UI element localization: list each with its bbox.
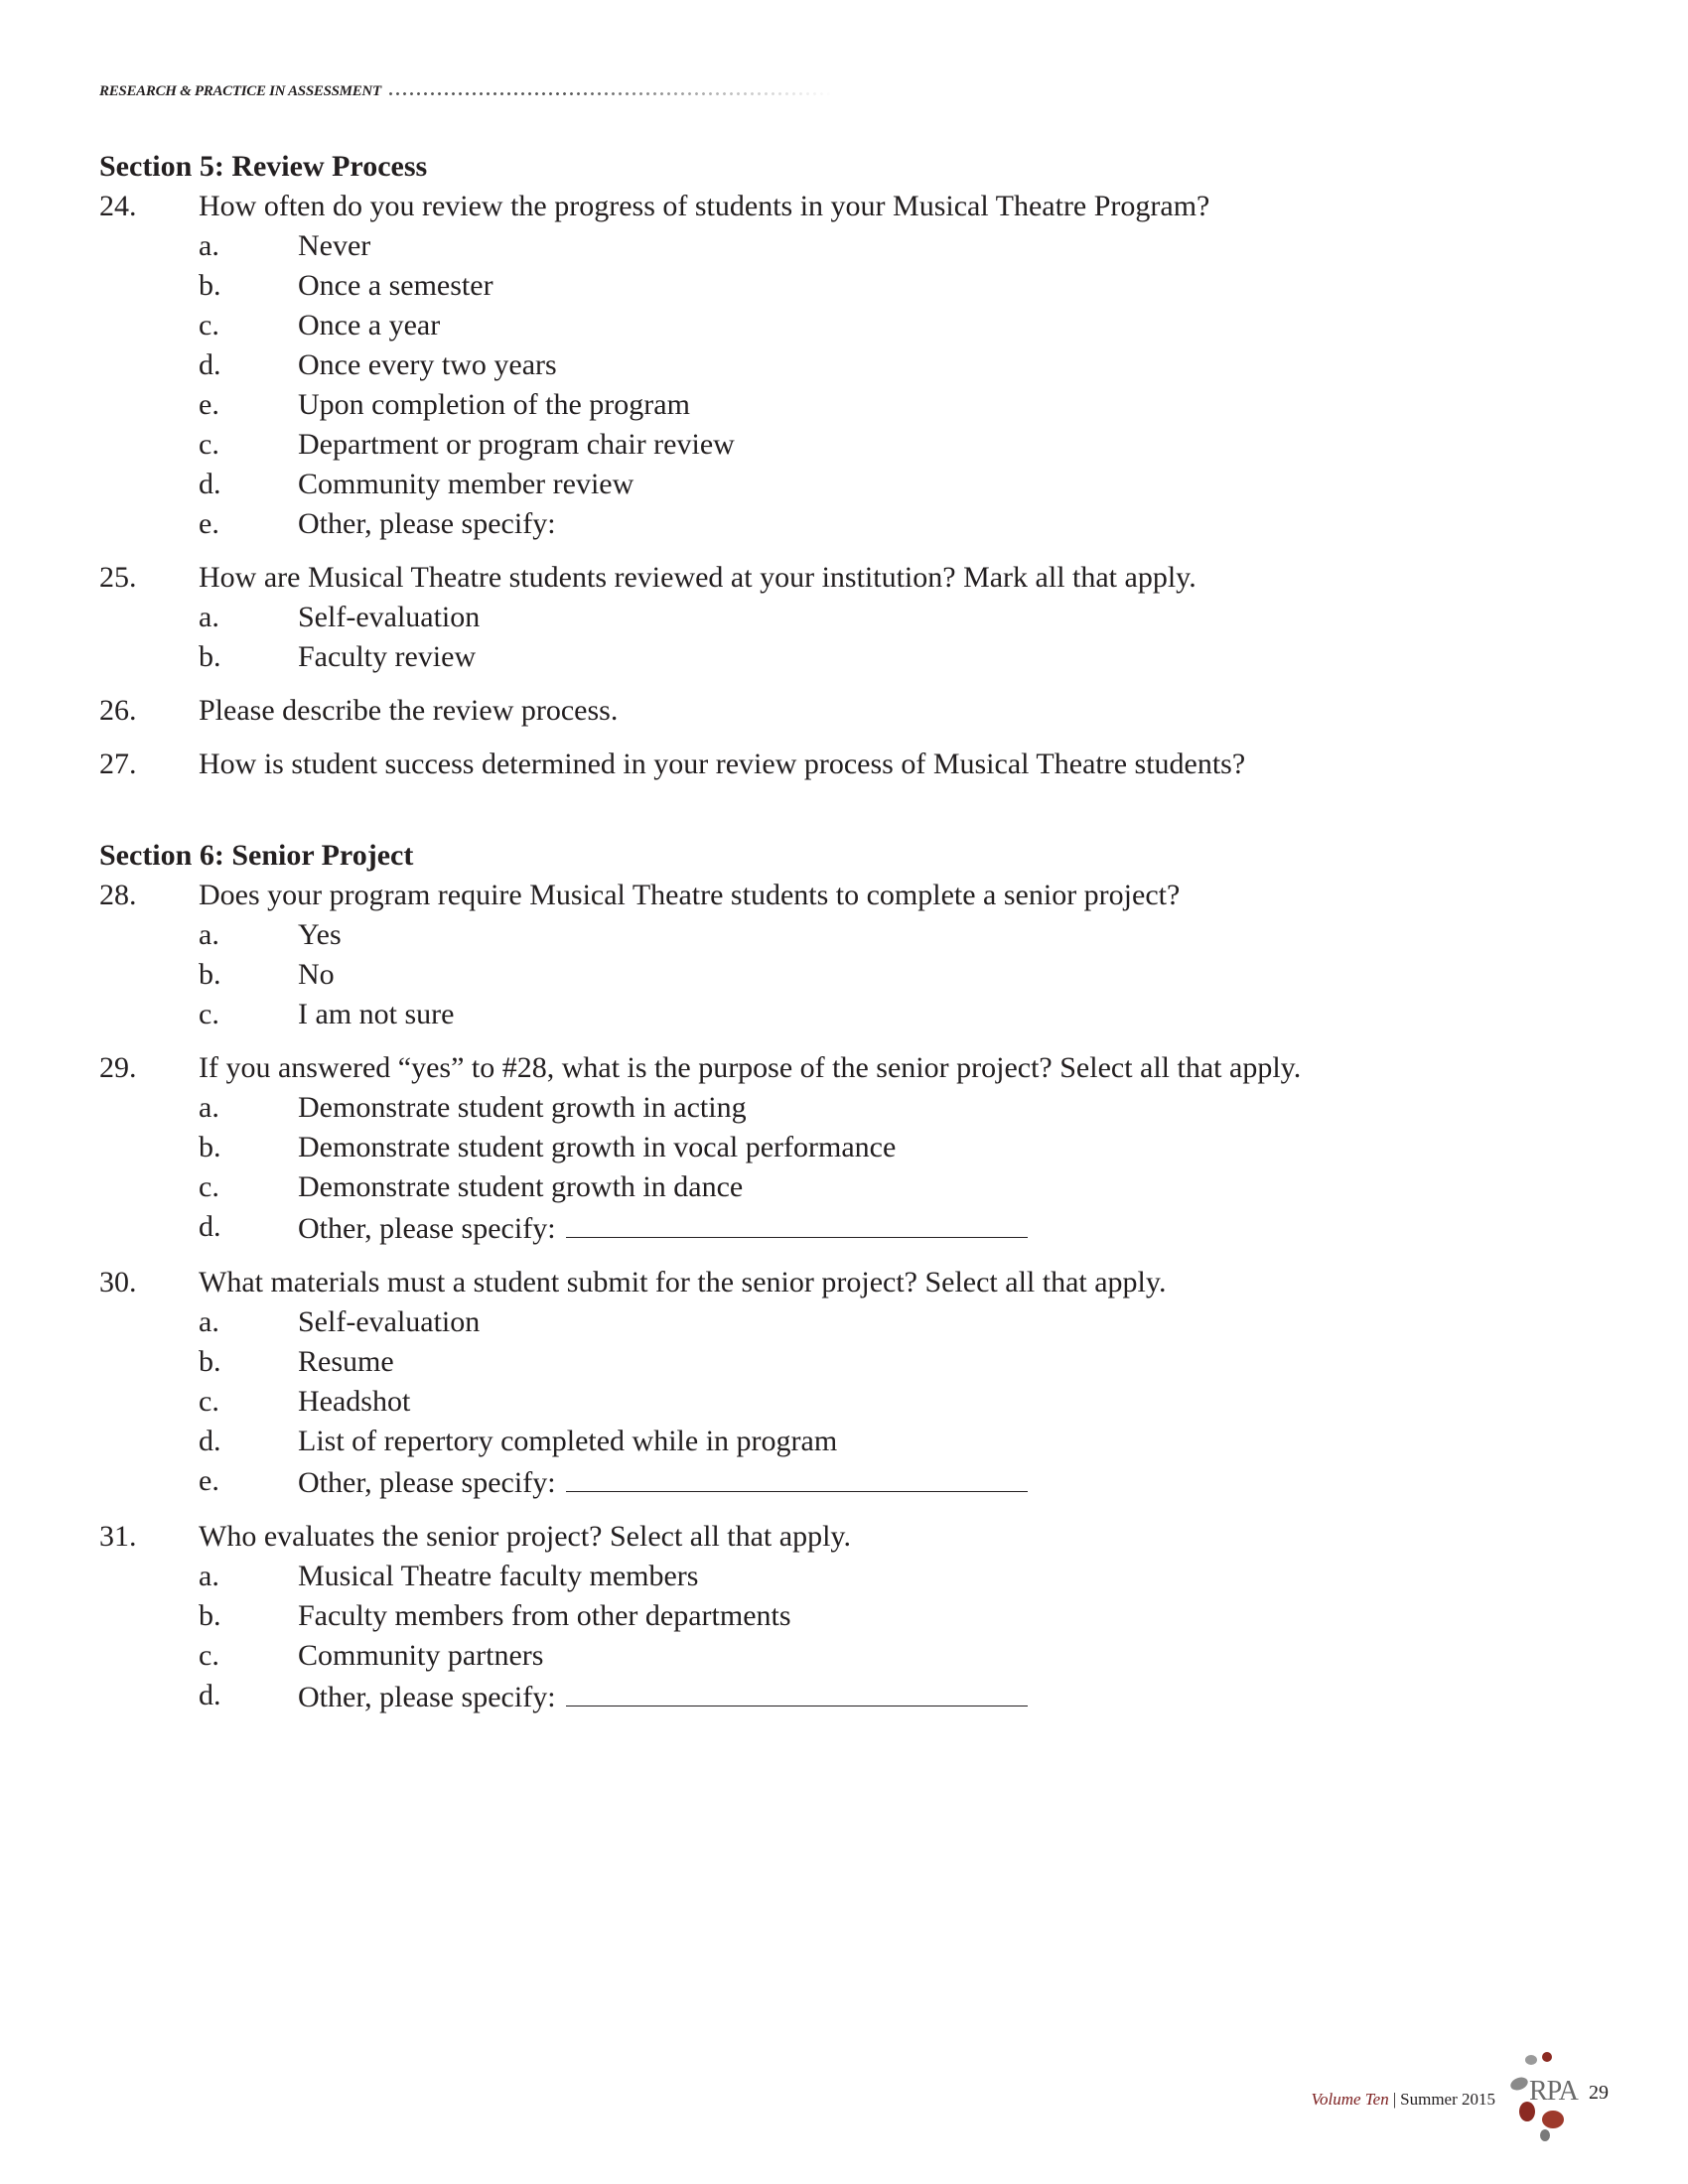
question-text: How is student success determined in your review process of Musical Theatre students? <box>199 748 1246 780</box>
option-letter: b. <box>199 269 221 302</box>
footer-separator: | <box>1392 2090 1397 2109</box>
option-letter: c. <box>199 998 219 1030</box>
question-number: 31. <box>99 1520 137 1553</box>
question-line <box>99 1263 1489 1302</box>
answer-option <box>99 226 1489 266</box>
option-letter: b. <box>199 958 221 991</box>
question-line <box>99 558 1489 598</box>
question-number: 29. <box>99 1051 137 1084</box>
question-line <box>99 691 1489 731</box>
option-letter: a. <box>199 918 219 951</box>
answer-option <box>99 1342 1489 1382</box>
option-label: Faculty review <box>298 640 477 673</box>
option-text <box>298 1596 791 1636</box>
option-label: Once a semester <box>298 269 493 302</box>
option-label: Musical Theatre faculty members <box>298 1560 699 1592</box>
running-header <box>99 79 834 103</box>
option-letter: a. <box>199 1305 219 1338</box>
option-label: Upon completion of the program <box>298 388 690 421</box>
option-label: Other, please specify: <box>298 1681 556 1713</box>
option-text <box>298 266 493 306</box>
section-spacer <box>99 798 1489 836</box>
option-letter: e. <box>199 507 219 540</box>
question-line <box>99 745 1489 784</box>
option-letter: d. <box>199 468 221 500</box>
option-text <box>298 1128 896 1167</box>
answer-option <box>99 1088 1489 1128</box>
option-label: Faculty members from other departments <box>298 1599 791 1632</box>
question-number: 27. <box>99 748 137 780</box>
option-label: Other, please specify: <box>298 1212 556 1245</box>
question <box>99 558 1489 677</box>
option-label: Other, please specify: <box>298 1466 556 1499</box>
question-text: How are Musical Theatre students reviewed at your institution? Mark all that apply. <box>199 561 1196 594</box>
answer-option <box>99 1422 1489 1461</box>
answer-option <box>99 1302 1489 1342</box>
option-label: Once every two years <box>298 348 557 381</box>
option-text <box>298 915 342 955</box>
option-text <box>298 1557 698 1596</box>
option-letter: d. <box>199 1679 221 1711</box>
answer-option <box>99 266 1489 306</box>
answer-option <box>99 1128 1489 1167</box>
footer-season: Summer 2015 <box>1400 2090 1495 2109</box>
option-text <box>298 306 440 345</box>
rpa-logo <box>1509 2050 1581 2149</box>
question-number: 24. <box>99 190 137 222</box>
answer-option <box>99 1461 1489 1503</box>
survey-content <box>99 147 1489 1731</box>
specify-blank-line[interactable] <box>566 1207 1028 1238</box>
option-label: Demonstrate student growth in vocal performance <box>298 1131 897 1163</box>
question-line <box>99 876 1489 915</box>
option-label: Demonstrate student growth in dance <box>298 1170 744 1203</box>
question-line <box>99 187 1489 226</box>
option-text <box>298 1636 543 1676</box>
question <box>99 1517 1489 1717</box>
page-footer <box>1311 2050 1609 2149</box>
option-label: Resume <box>298 1345 394 1378</box>
option-letter: e. <box>199 1464 219 1497</box>
option-text <box>298 1207 1028 1249</box>
section-title: Section 6: Senior Project <box>99 839 414 872</box>
question-number: 25. <box>99 561 137 594</box>
answer-option <box>99 1207 1489 1249</box>
question <box>99 187 1489 544</box>
option-text <box>298 465 633 504</box>
option-label: Self-evaluation <box>298 1305 481 1338</box>
option-letter: b. <box>199 640 221 673</box>
question-text: Does your program require Musical Theatre students to complete a senior project? <box>199 879 1181 911</box>
option-text <box>298 226 370 266</box>
question-text: How often do you review the progress of students in your Musical Theatre Program? <box>199 190 1210 222</box>
answer-option <box>99 598 1489 637</box>
question-line <box>99 1048 1489 1088</box>
question <box>99 1048 1489 1249</box>
option-text <box>298 1676 1028 1717</box>
answer-option <box>99 955 1489 995</box>
option-letter: c. <box>199 1385 219 1418</box>
answer-option <box>99 1596 1489 1636</box>
option-letter: c. <box>199 1170 219 1203</box>
answer-option <box>99 504 1489 544</box>
option-label: Self-evaluation <box>298 601 481 633</box>
option-letter: a. <box>199 1560 219 1592</box>
option-text <box>298 598 480 637</box>
section-title: Section 5: Review Process <box>99 150 428 183</box>
question-text: Who evaluates the senior project? Select all that apply. <box>199 1520 851 1553</box>
specify-blank-line[interactable] <box>566 1461 1028 1492</box>
question-number: 28. <box>99 879 137 911</box>
page-number: 29 <box>1589 2082 1609 2104</box>
answer-option <box>99 465 1489 504</box>
option-text <box>298 1167 743 1207</box>
option-text <box>298 504 556 544</box>
option-label: Never <box>298 229 371 262</box>
option-text <box>298 637 476 677</box>
question <box>99 876 1489 1034</box>
option-text <box>298 1382 410 1422</box>
question-line <box>99 1517 1489 1557</box>
question-number: 26. <box>99 694 137 727</box>
option-label: Yes <box>298 918 342 951</box>
option-text <box>298 345 557 385</box>
question <box>99 1263 1489 1503</box>
rpa-logo-text: RPA <box>1529 2076 1578 2107</box>
option-text <box>298 1088 747 1128</box>
option-label: Once a year <box>298 309 441 341</box>
option-letter: d. <box>199 1210 221 1243</box>
option-text <box>298 1342 394 1382</box>
option-label: Headshot <box>298 1385 411 1418</box>
option-text <box>298 1461 1028 1503</box>
option-letter: b. <box>199 1131 221 1163</box>
running-header-title: RESEARCH & PRACTICE IN ASSESSMENT <box>99 82 381 99</box>
option-text <box>298 385 690 425</box>
answer-option <box>99 1636 1489 1676</box>
option-label: Community partners <box>298 1639 544 1672</box>
question-text: What materials must a student submit for the senior project? Select all that apply. <box>199 1266 1167 1298</box>
option-text <box>298 1422 837 1461</box>
question-text: If you answered “yes” to #28, what is the purpose of the senior project? Select all that apply. <box>199 1051 1302 1084</box>
option-label: List of repertory completed while in program <box>298 1425 838 1457</box>
option-letter: e. <box>199 388 219 421</box>
option-letter: a. <box>199 601 219 633</box>
option-text <box>298 995 454 1034</box>
answer-option <box>99 1557 1489 1596</box>
option-label: Community member review <box>298 468 634 500</box>
specify-blank-line[interactable] <box>566 1676 1028 1706</box>
option-label: No <box>298 958 335 991</box>
option-label: Other, please specify: <box>298 507 556 540</box>
question-text: Please describe the review process. <box>199 694 619 727</box>
option-letter: c. <box>199 1639 219 1672</box>
answer-option <box>99 425 1489 465</box>
option-letter: b. <box>199 1599 221 1632</box>
answer-option <box>99 915 1489 955</box>
option-letter: c. <box>199 428 219 461</box>
option-letter: a. <box>199 1091 219 1124</box>
question <box>99 745 1489 784</box>
question-number: 30. <box>99 1266 137 1298</box>
answer-option <box>99 995 1489 1034</box>
option-letter: d. <box>199 1425 221 1457</box>
option-label: I am not sure <box>298 998 455 1030</box>
answer-option <box>99 1167 1489 1207</box>
answer-option <box>99 637 1489 677</box>
option-label: Department or program chair review <box>298 428 735 461</box>
answer-option <box>99 1382 1489 1422</box>
answer-option <box>99 385 1489 425</box>
option-label: Demonstrate student growth in acting <box>298 1091 747 1124</box>
option-text <box>298 955 335 995</box>
running-header-dotted-rule <box>387 92 834 95</box>
option-text <box>298 425 735 465</box>
answer-option <box>99 345 1489 385</box>
option-text <box>298 1302 480 1342</box>
footer-volume: Volume Ten <box>1311 2090 1389 2109</box>
option-letter: c. <box>199 309 219 341</box>
option-letter: d. <box>199 348 221 381</box>
option-letter: b. <box>199 1345 221 1378</box>
question <box>99 691 1489 731</box>
option-letter: a. <box>199 229 219 262</box>
answer-option <box>99 306 1489 345</box>
answer-option <box>99 1676 1489 1717</box>
